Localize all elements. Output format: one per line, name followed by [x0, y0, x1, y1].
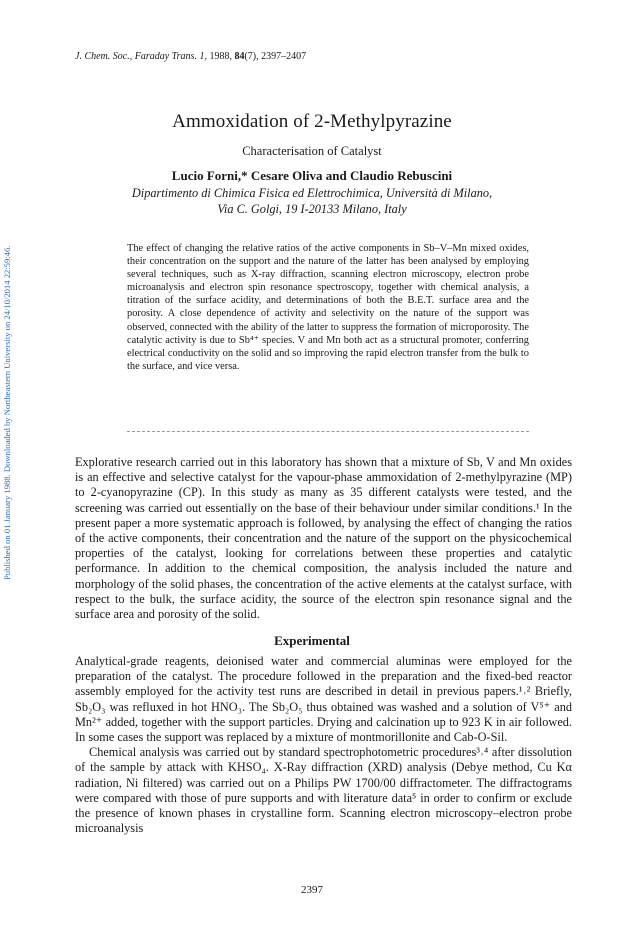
- affiliation-line-1: Dipartimento di Chimica Fisica ed Elettrochimica, Università di Milano,: [131, 186, 493, 200]
- abstract-text: The effect of changing the relative ratios of the active components in Sb–V–Mn mixed oxides, their concentration on the support and the nature of the latter has been analysed by employing several techniques, such as X-ray diffraction, scanning electron microscopy, electron probe microanalysis and electron spin resonance spectroscopy, together with chemical analysis, a titration of the surface acidity, and determinations of both the B.E.T. surface area and the porosity. A close dependence of activity and selectivity on the nature of the support was observed, connected with the ability of the latter to suppress the formation of microporosity. The catalytic activity is due to Sb⁴⁺ species. V and Mn both act as a structural promoter, conferring electrical conductivity on the solid and so improving the rapid electron transfer from the bulk to the surface, and vice versa.: [127, 243, 529, 372]
- journal-issue-pages: (7), 2397–2407: [244, 51, 307, 62]
- abstract: [127, 242, 529, 373]
- experimental-paragraph-2: Chemical analysis was carried out by standard spectrophotometric procedures³˒⁴ after dissolution of the sample by attack with KHSO₄. X-Ray diffraction (XRD) analysis (Debye method, Cu Kα radiation, Ni filtered) was carried out on a Philips PW 1700/00 diffractometer. The diffractograms were compared with those of pure supports and with literature data⁵ in order to confirm or exclude the presence of known phases in crystalline form. Scanning electron microscopy–electron probe microanalysis: [75, 745, 572, 836]
- experimental-section: [75, 654, 572, 836]
- paper-title: Ammoxidation of 2-Methylpyrazine: [172, 111, 452, 132]
- download-notice: [2, 160, 16, 580]
- experimental-paragraph-1: Analytical-grade reagents, deionised water and commercial aluminas were employed for the preparation of the catalyst. The procedure followed in the preparation and the fixed-bed reactor assembly employed for the activity test runs are described in detail in previous papers.¹˒² Briefly, Sb₂O₃ was refluxed in hot HNO₃. The Sb₂O₅ thus obtained was washed and a solution of V⁵⁺ and Mn²⁺ added, together with the support particles. Drying and calcination up to 923 K in air followed. In some cases the support was replaced by a mixture of montmorillonite and Cab-O-Sil.: [75, 654, 572, 745]
- affiliation: [0, 185, 624, 217]
- author-list: Lucio Forni,* Cesare Oliva and Claudio Rebuscini: [171, 168, 453, 183]
- section-heading-experimental: Experimental: [274, 633, 350, 648]
- paper-subtitle: Characterisation of Catalyst: [242, 144, 382, 158]
- introduction: [75, 455, 572, 622]
- journal-citation: [75, 51, 306, 62]
- journal-volume: 84: [234, 51, 245, 62]
- journal-name: J. Chem. Soc., Faraday Trans. 1,: [75, 51, 207, 62]
- abstract-divider: [127, 431, 529, 432]
- journal-year: 1988,: [209, 51, 232, 62]
- introduction-paragraph: Explorative research carried out in this laboratory has shown that a mixture of Sb, V and Mn oxides is an effective and selective catalyst for the vapour-phase ammoxidation of 2-methylpyrazine (MP) to 2-cyanopyrazine (CP). In this study as many as 35 different catalysts were tested, and the screening was carried out essentially on the base of their behaviour under similar conditions.¹ In the present paper a more systematic approach is followed, by analysing the effect of changing the ratios of the active components, their concentration and the nature of the support on the physicochemical properties of the catalyst, looking for correlations between these properties and catalytic performance. In addition to the chemical composition, the analysis included the nature and morphology of the solid phases, the concentration of the active elements at the catalyst surface, with respect to the bulk, the surface acidity, the source of the electron spin resonance signal and the surface area and porosity of the solid.: [75, 455, 572, 622]
- page-number: 2397: [301, 884, 323, 896]
- download-notice-text: Published on 01 January 1988. Downloaded by Northeastern University on 24/10/2014 22:59:46.: [2, 245, 12, 580]
- affiliation-line-2: Via C. Golgi, 19 I-20133 Milano, Italy: [217, 202, 407, 216]
